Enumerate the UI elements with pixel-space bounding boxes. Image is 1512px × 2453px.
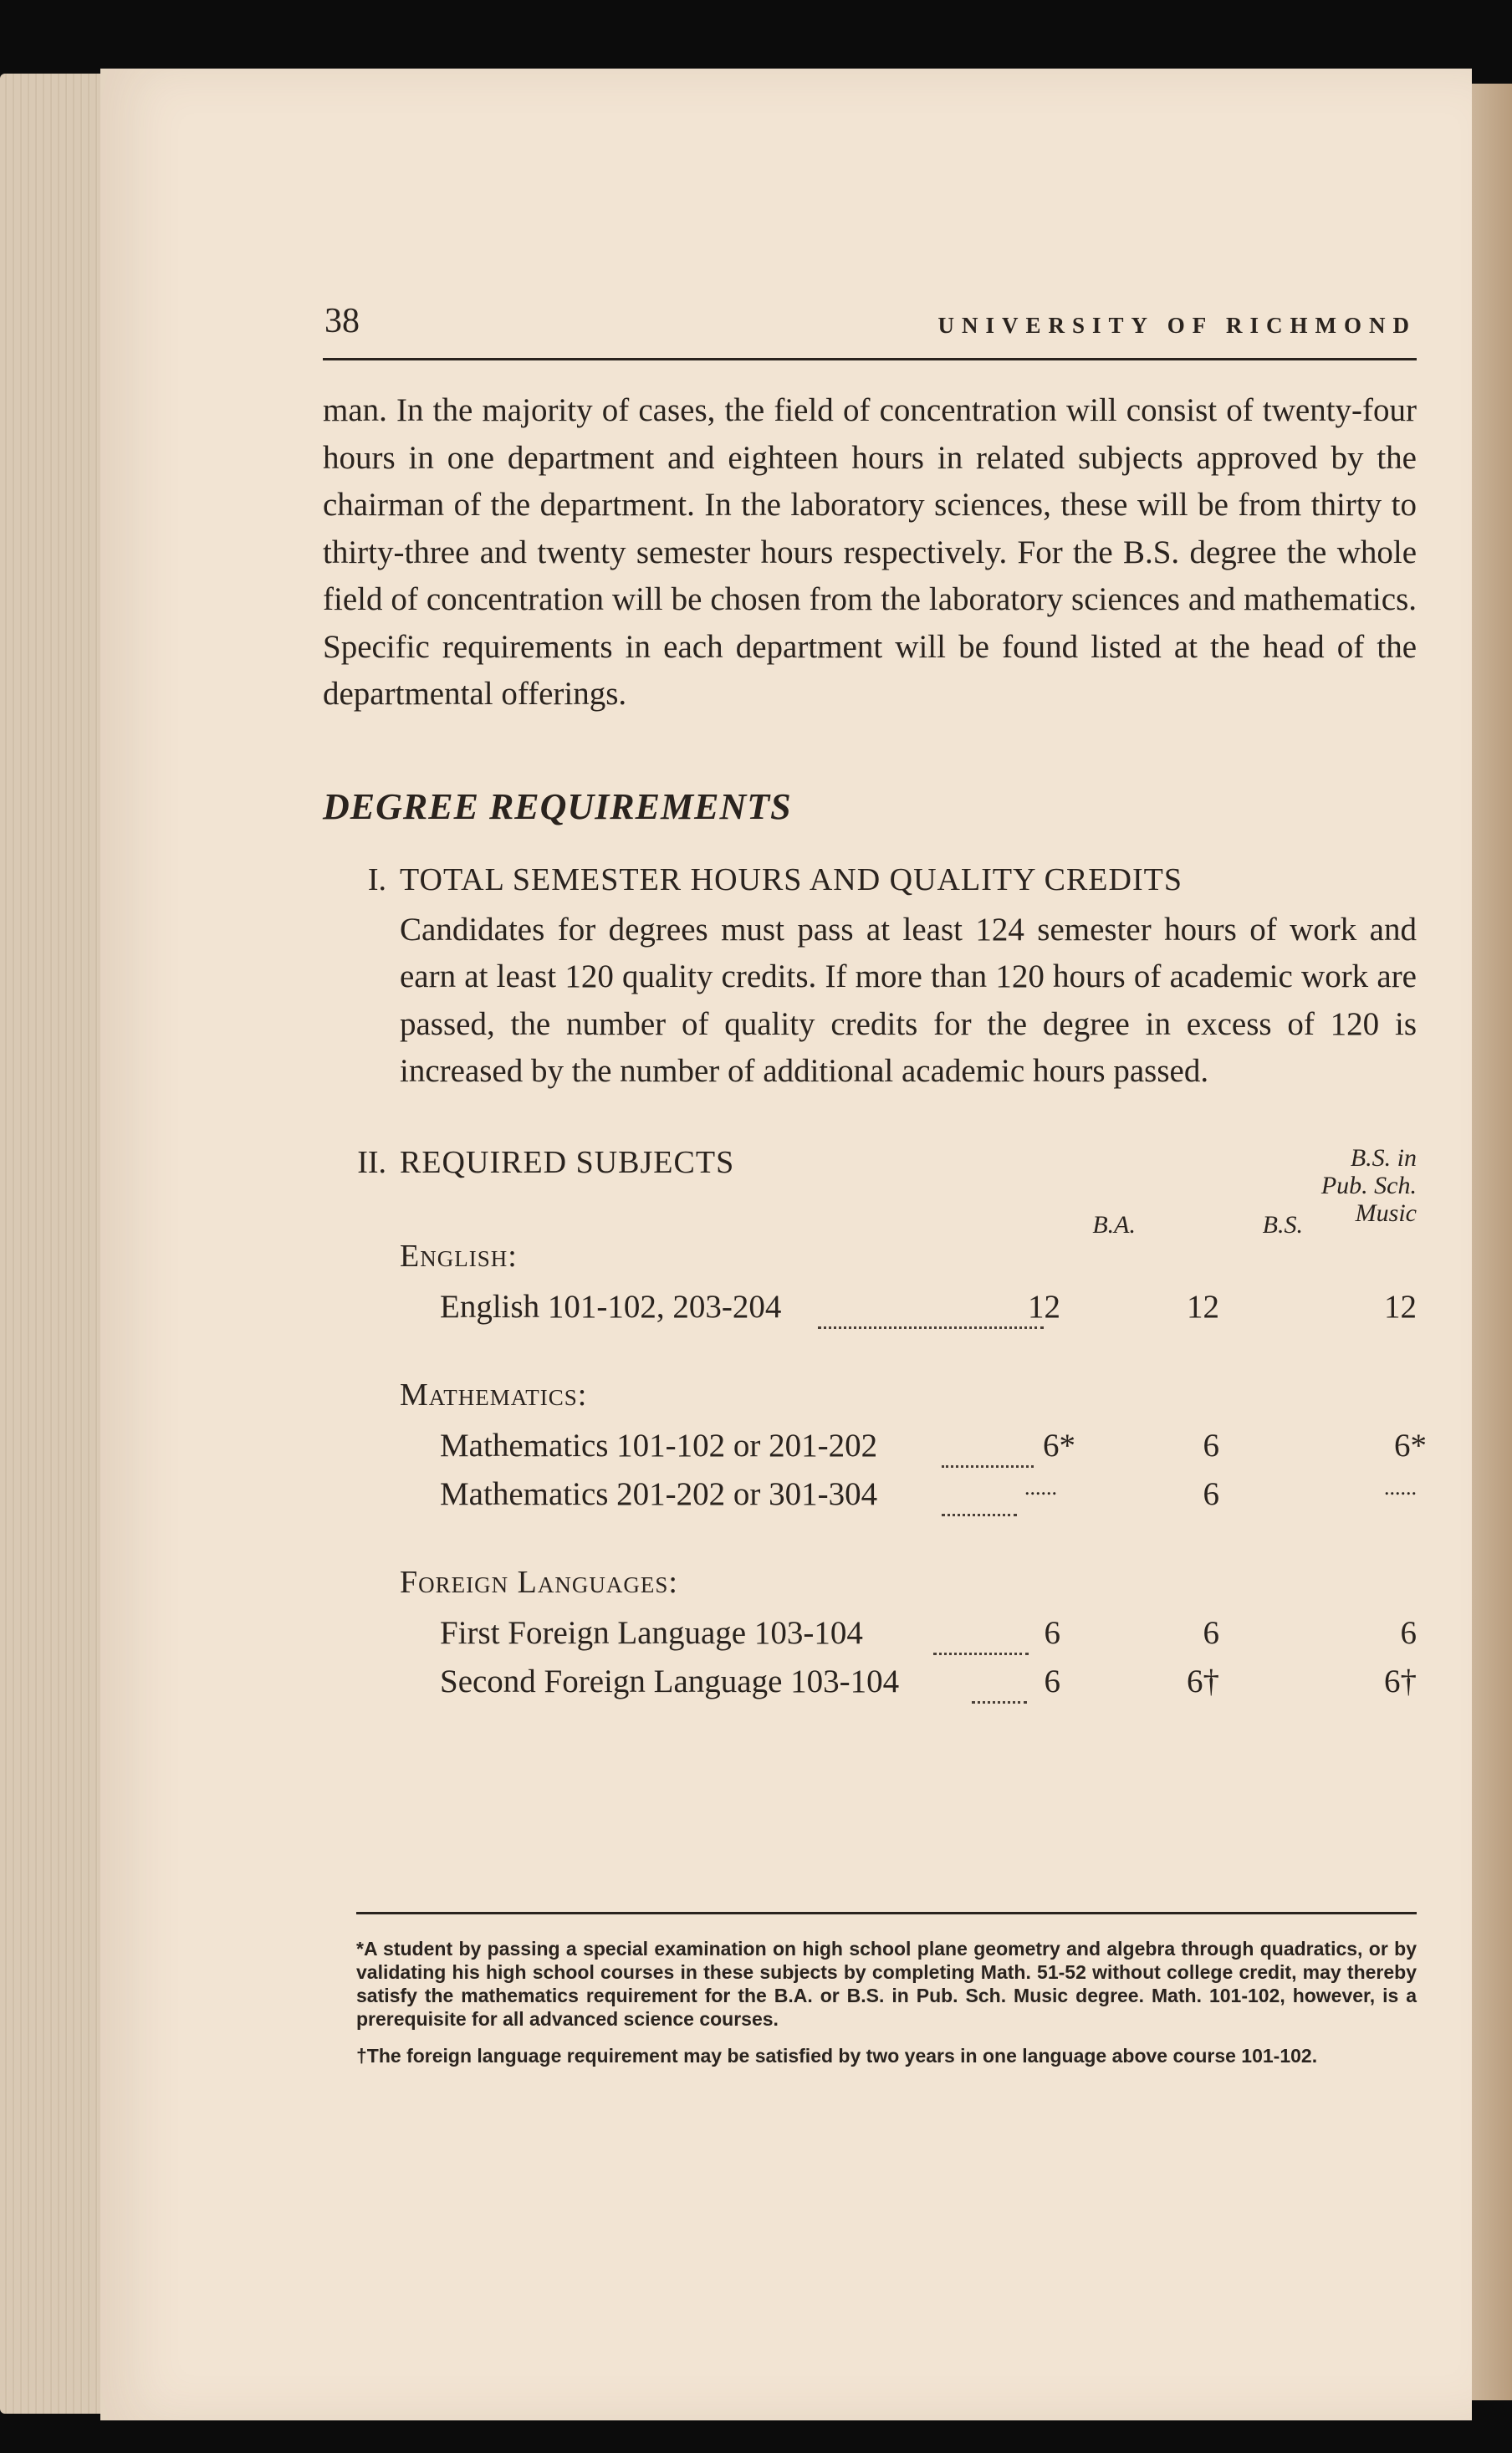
row-label: English 101-102, 203-204 <box>440 1288 782 1325</box>
intro-paragraph: man. In the majority of cases, the field of concentration will consist of twenty-four hours in one department and eighteen hours in related subjects approved by the chairman of the department. In the laboratory sciences, these will be from thirty to thirty-three and twenty semester hours respectively. For the B.S. degree the whole field of concentration will be chosen from the laboratory sciences and mathematics. Specific requirements in each department will be found listed at the head of the departmental offerings. <box>323 392 1417 712</box>
row-label: Mathematics 101-102 or 201-202 <box>440 1427 878 1464</box>
value-ba: 6* <box>1043 1427 1075 1464</box>
group-english: English: <box>400 1238 518 1274</box>
item-number: I. <box>367 861 386 897</box>
footnote-dagger: †The foreign language requirement may be satisfied by two years in one language above course 101-102. <box>356 2045 1318 2067</box>
value-ba: 6 <box>1044 1614 1060 1651</box>
value-music: 12 <box>1384 1288 1417 1325</box>
footnote-rule <box>356 1912 1417 1914</box>
value-music: ...... <box>1384 1474 1417 1500</box>
column-header-ba: B.A. <box>1092 1210 1136 1239</box>
value-bs: 6 <box>1203 1614 1219 1651</box>
item-heading: REQUIRED SUBJECTS <box>400 1144 735 1180</box>
requirement-total-hours <box>367 861 1417 1096</box>
column-header-music <box>1269 1144 1417 1227</box>
group-mathematics: Mathematics: <box>400 1377 588 1413</box>
footnotes <box>356 1937 1417 2081</box>
group-foreign-languages: Foreign Languages: <box>400 1564 678 1600</box>
value-bs: 6† <box>1187 1663 1219 1699</box>
row-label: Mathematics 201-202 or 301-304 <box>440 1475 878 1512</box>
value-music: 6* <box>1394 1427 1427 1464</box>
table-row <box>440 1288 1417 1338</box>
running-head: UNIVERSITY OF RICHMOND <box>937 313 1417 338</box>
item-number: II. <box>357 1144 386 1180</box>
footnote-asterisk: *A student by passing a special examination on high school plane geometry and algebra through quadratics, or by validating his high school courses in these subjects by completing Math. 51-52 without college credit, may thereby satisfy the mathematics requirement for the B.A. or B.S. in Pub. Sch. Music degree. Math. 101-102, however, is a prerequisite for all advanced science courses. <box>356 1938 1417 2030</box>
page-number: 38 <box>324 302 360 340</box>
column-header-bs: B.S. <box>1262 1210 1303 1239</box>
requirement-subjects <box>357 1143 1427 1699</box>
value-ba: 6 <box>1044 1663 1060 1699</box>
value-music: 6† <box>1384 1663 1417 1699</box>
column-header-music-line2: Pub. Sch. <box>1320 1171 1417 1199</box>
value-ba: 12 <box>1028 1288 1060 1325</box>
row-label: Second Foreign Language 103-104 <box>440 1663 900 1699</box>
section-title: DEGREE REQUIREMENTS <box>323 785 792 827</box>
item-text: Candidates for degrees must pass at least 124 semester hours of work and earn at least 120 quality credits. If more than 120 hours of academic work are passed, the number of quality credits for the degree in excess of 120 is increased by the number of additional academic hours passed. <box>400 911 1417 1089</box>
row-label: First Foreign Language 103-104 <box>440 1614 863 1651</box>
page-content <box>323 301 1427 1699</box>
value-bs: 6 <box>1203 1475 1219 1512</box>
column-header-music-line1: B.S. in <box>1350 1143 1417 1172</box>
table-row <box>440 1475 1417 1525</box>
table-row <box>440 1614 1417 1664</box>
value-ba: ...... <box>1024 1474 1057 1500</box>
page-header <box>323 301 1417 360</box>
value-bs: 6 <box>1203 1427 1219 1464</box>
book-spine-edge <box>1472 84 1512 2400</box>
item-heading: TOTAL SEMESTER HOURS AND QUALITY CREDITS <box>400 861 1183 897</box>
value-bs: 12 <box>1187 1288 1219 1325</box>
table-row <box>440 1427 1427 1477</box>
value-music: 6 <box>1400 1614 1417 1651</box>
table-row <box>440 1663 1417 1713</box>
column-header-music-line3: Music <box>1355 1198 1417 1227</box>
book-page-edges <box>0 74 117 2414</box>
